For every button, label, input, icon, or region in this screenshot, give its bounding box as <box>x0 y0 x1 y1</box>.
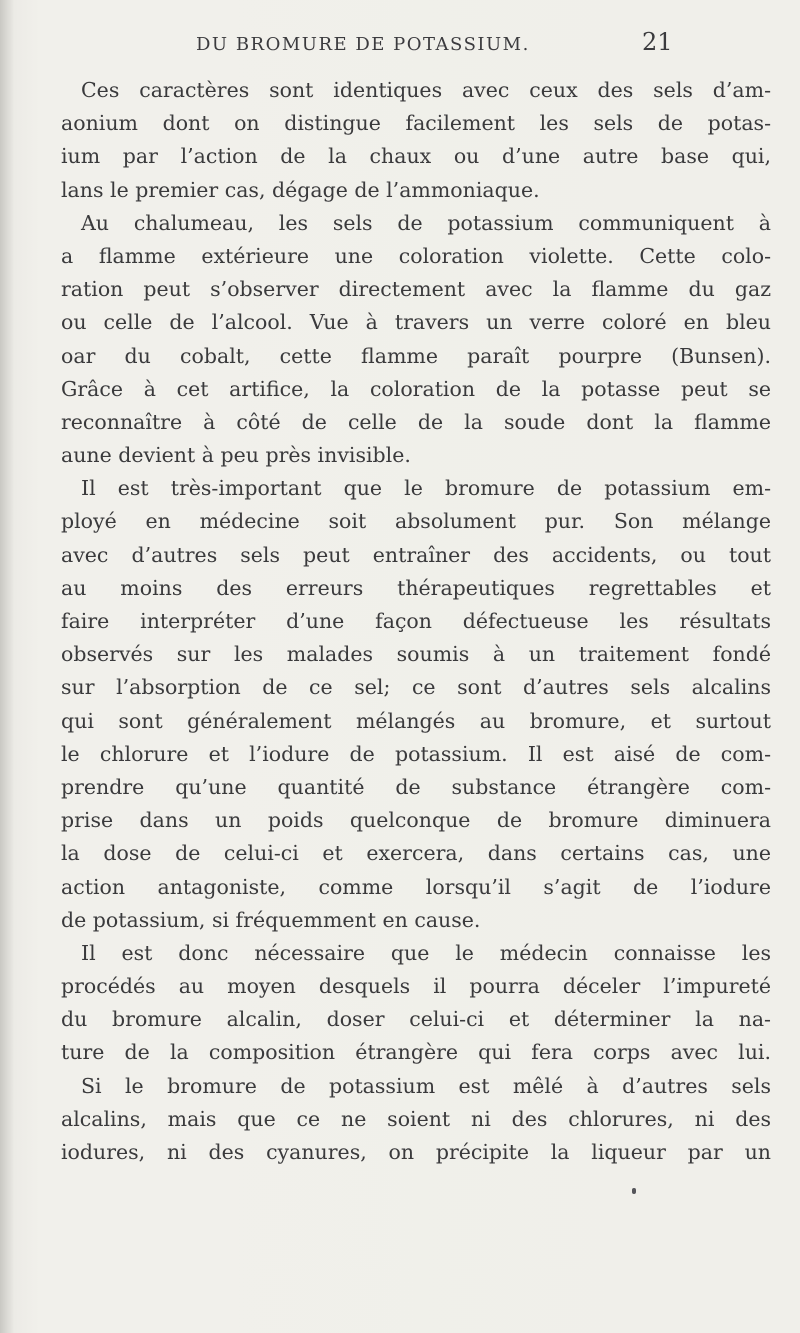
binding-shadow <box>0 0 14 1333</box>
text-line: prendre qu’une quantité de substance étrangère com- <box>61 774 771 799</box>
page-number: 21 <box>642 28 673 56</box>
body-text <box>61 74 771 1169</box>
text-line: avec d’autres sels peut entraîner des accidents, ou tout <box>61 542 771 567</box>
text-line: Au chalumeau, les sels de potassium communiquent à <box>81 210 771 235</box>
text-line: Grâce à cet artifice, la coloration de la potasse peut se <box>61 376 771 401</box>
ink-speck <box>632 1188 636 1194</box>
running-head-title: DU BROMURE DE POTASSIUM. <box>196 34 530 55</box>
text-line: du bromure alcalin, doser celui-ci et déterminer la na- <box>61 1007 771 1032</box>
text-line: la dose de celui-ci et exercera, dans certains cas, une <box>61 841 771 866</box>
text-line: qui sont généralement mélangés au bromure, et surtout <box>61 708 771 733</box>
text-line: de potassium, si fréquemment en cause. <box>61 907 481 932</box>
text-line: faire interpréter d’une façon défectueuse les résultats <box>61 609 771 633</box>
text-line: Il est donc nécessaire que le médecin connaisse les <box>81 940 771 965</box>
text-line: au moins des erreurs thérapeutiques regrettables et <box>61 575 771 600</box>
text-line: alcalins, mais que ce ne soient ni des chlorures, ni des <box>61 1106 771 1131</box>
text-line: reconnaître à côté de celle de la soude dont la flamme <box>61 409 771 434</box>
text-line: sur l’absorption de ce sel; ce sont d’autres sels alcalins <box>61 675 771 700</box>
text-line: le chlorure et l’iodure de potassium. Il est aisé de com- <box>61 741 771 766</box>
text-line: observés sur les malades soumis à un traitement fondé <box>61 642 771 667</box>
text-line: Il est très-important que le bromure de potassium em- <box>81 476 771 501</box>
text-line: prise dans un poids quelconque de bromure diminuera <box>61 808 771 833</box>
text-line: Ces caractères sont identiques avec ceux des sels d’am- <box>81 78 771 102</box>
text-line: aune devient à peu près invisible. <box>61 443 411 468</box>
text-line: ration peut s’observer directement avec la flamme du gaz <box>61 277 771 302</box>
text-line: iodures, ni des cyanures, on précipite la liqueur par un <box>61 1140 771 1164</box>
text-line: action antagoniste, comme lorsqu’il s’agit de l’iodure <box>61 874 771 899</box>
text-line: aonium dont on distingue facilement les sels de potas- <box>61 111 771 136</box>
text-line: ture de la composition étrangère qui fera corps avec lui. <box>61 1040 771 1065</box>
text-line: a flamme extérieure une coloration violette. Cette colo- <box>61 243 771 268</box>
text-line: ou celle de l’alcool. Vue à travers un verre coloré en bleu <box>61 310 771 335</box>
running-head <box>56 28 776 64</box>
text-line: lans le premier cas, dégage de l’ammoniaque. <box>61 177 540 202</box>
text-line: ployé en médecine soit absolument pur. Son mélange <box>61 509 771 534</box>
text-line: oar du cobalt, cette flamme paraît pourpre (Bunsen). <box>61 343 771 368</box>
text-line: Si le bromure de potassium est mêlé à d’autres sels <box>81 1073 771 1098</box>
text-line: ium par l’action de la chaux ou d’une autre base qui, <box>61 144 771 169</box>
text-line: procédés au moyen desquels il pourra déceler l’impureté <box>61 974 771 999</box>
